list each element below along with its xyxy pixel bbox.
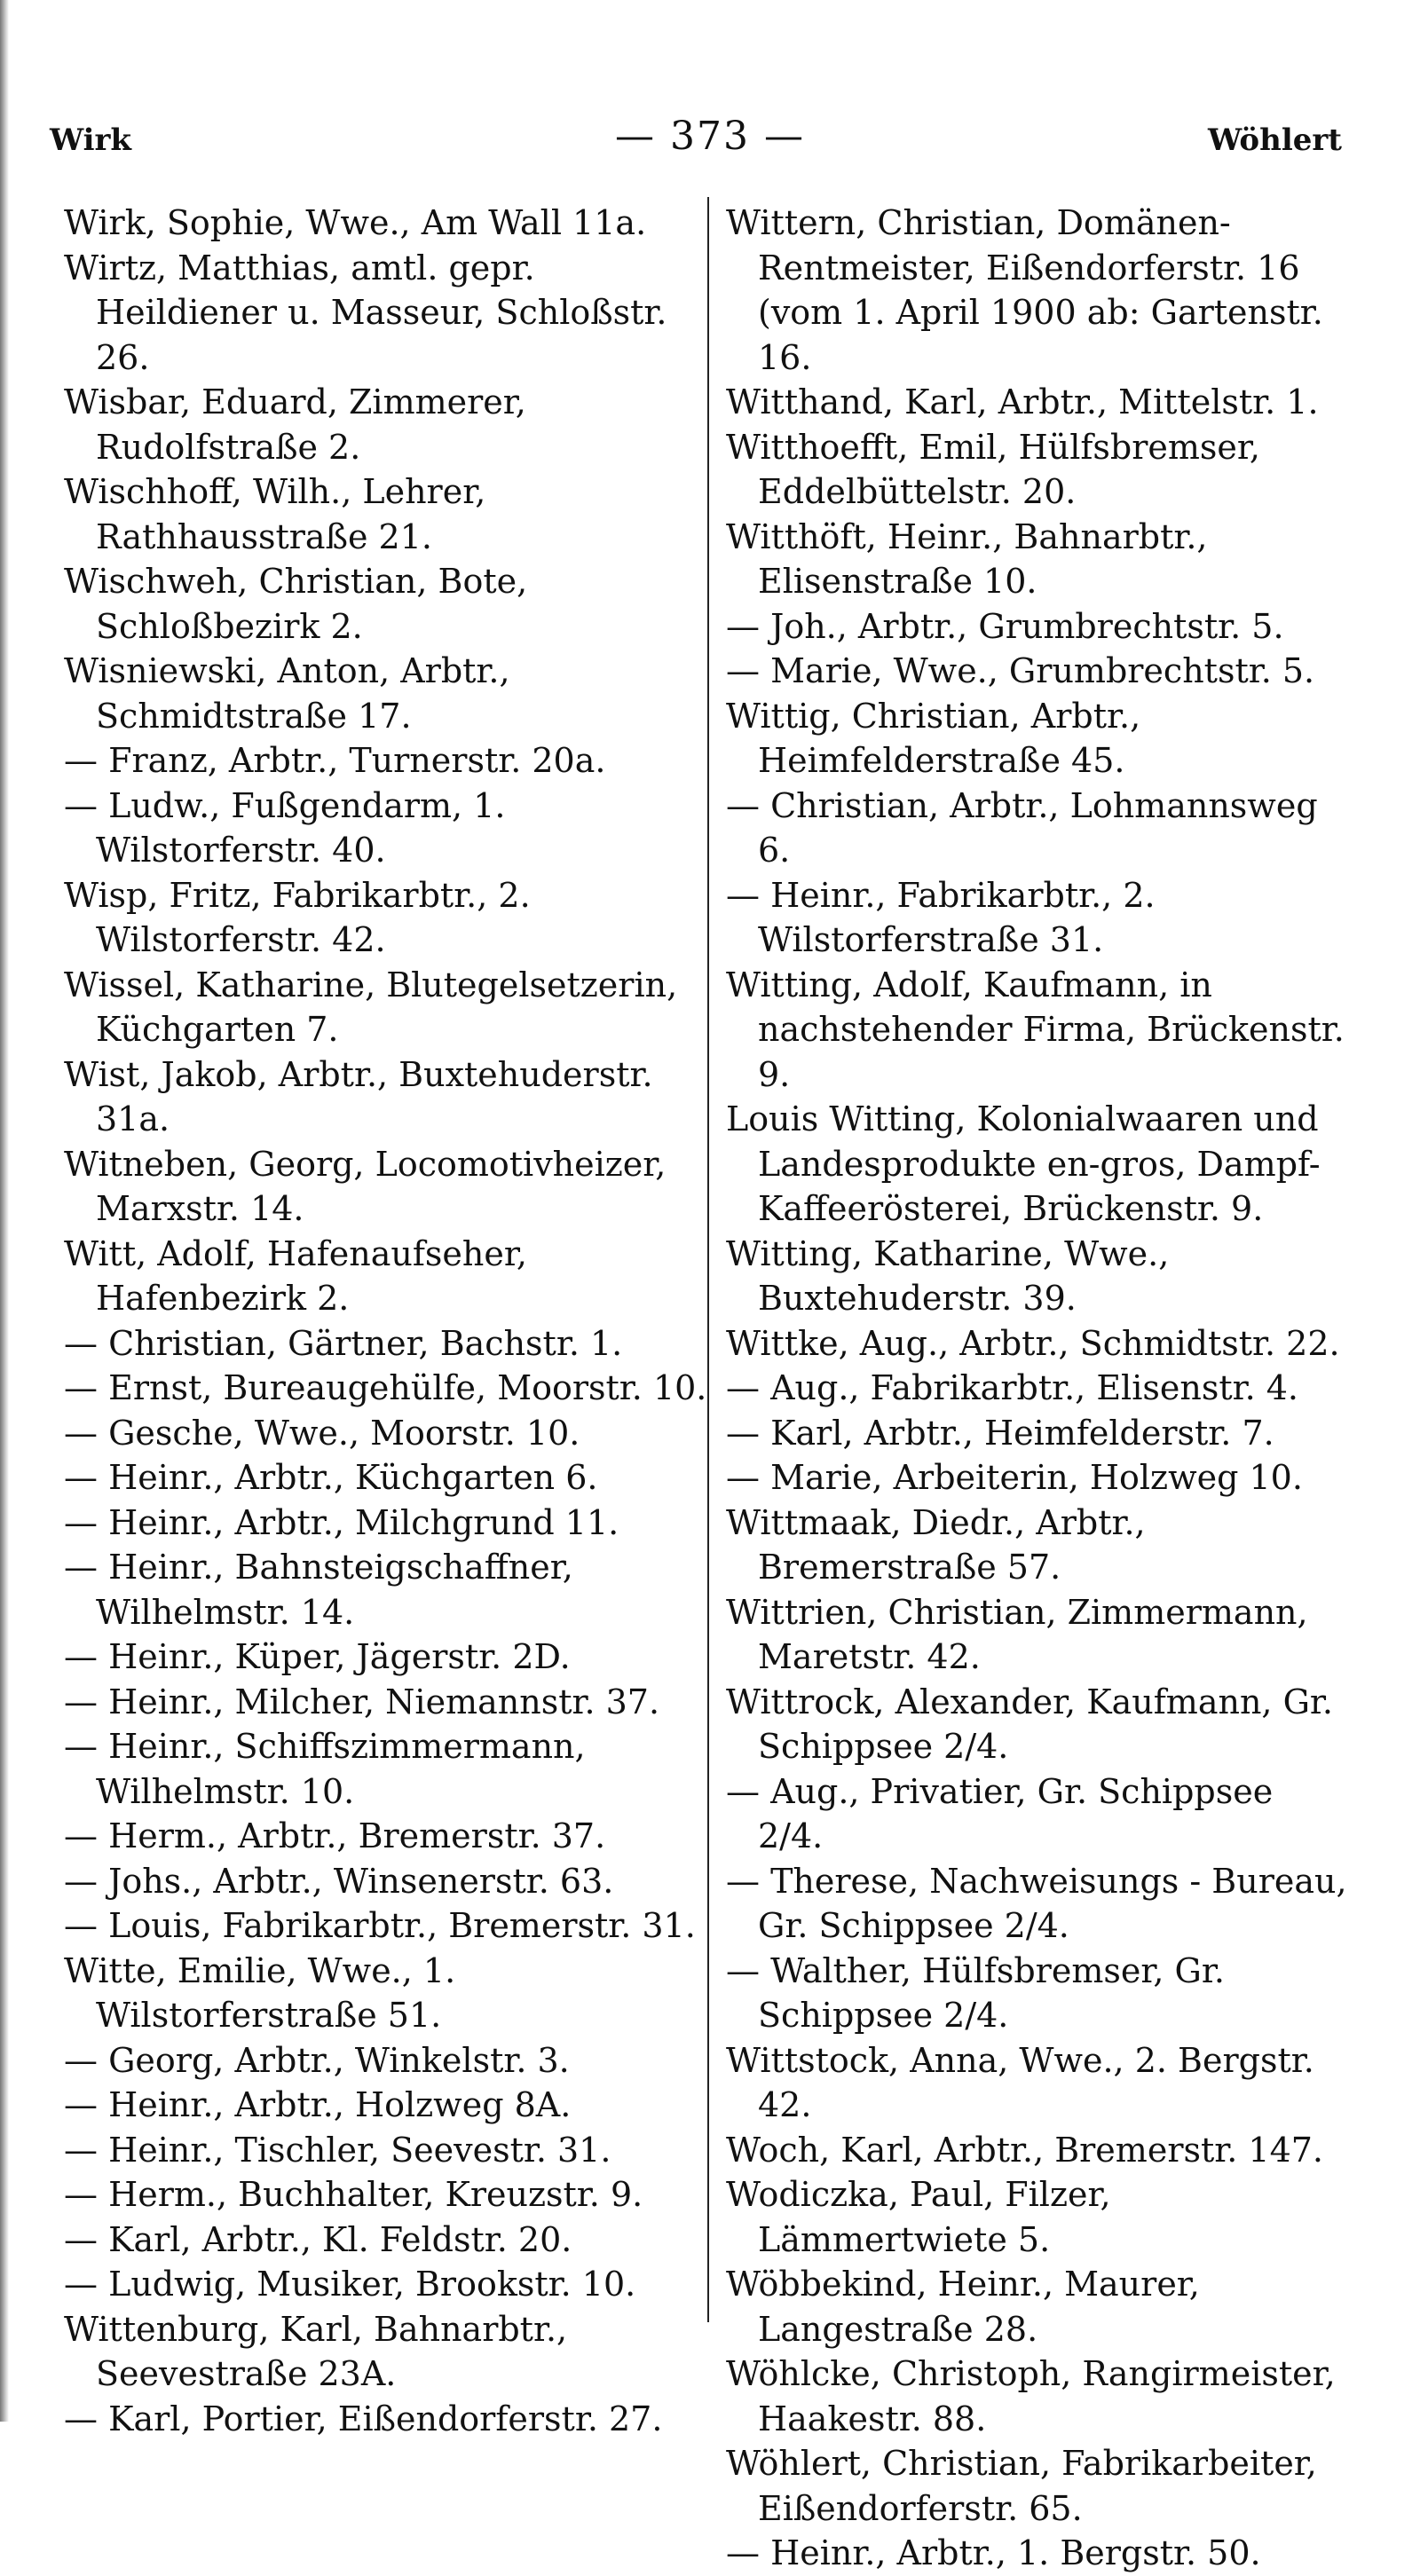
directory-entry: — Aug., Privatier, Gr. Schippsee 2/4. xyxy=(726,1771,1274,1855)
directory-entry: Witting, Katharine, Wwe., Buxtehuderstr. 39. xyxy=(726,1233,1170,1318)
directory-entry: Wittke, Aug., Arbtr., Schmidtstr. 22. xyxy=(726,1323,1340,1363)
directory-entry: Witt, Adolf, Hafenaufseher, Hafenbezirk 2. xyxy=(64,1233,527,1318)
page-edge-shadow xyxy=(0,0,9,2422)
directory-entry: — Heinr., Fabrikarbtr., 2. Wilstorferstraße 31. xyxy=(726,875,1156,959)
directory-entry: — Heinr., Arbtr., Küchgarten 6. xyxy=(64,1458,598,1497)
directory-entry: Wittig, Christian, Arbtr., Heimfelderstraße 45. xyxy=(726,696,1141,780)
directory-entry: Wöhlert, Christian, Fabrikarbeiter, Eißendorferstr. 65. xyxy=(726,2444,1317,2528)
directory-entry: Witthand, Karl, Arbtr., Mittelstr. 1. xyxy=(726,382,1319,421)
directory-entry: — Walther, Hülfsbremser, Gr. Schippsee 2/4. xyxy=(726,1950,1225,2035)
directory-entry: Wist, Jakob, Arbtr., Buxtehuderstr. 31a. xyxy=(64,1054,653,1138)
directory-entry: — Ludw., Fußgendarm, 1. Wilstorferstr. 40. xyxy=(64,785,506,870)
directory-entry: — Franz, Arbtr., Turnerstr. 20a. xyxy=(64,741,606,780)
directory-entry: — Ernst, Bureaugehülfe, Moorstr. 10. xyxy=(64,1368,707,1407)
header-right-keyword: Wöhlert xyxy=(1208,122,1342,158)
directory-entry: Witneben, Georg, Locomotivheizer, Marxstr. 14. xyxy=(64,1144,667,1228)
directory-entry: Wöhlcke, Christoph, Rangirmeister, Haakestr. 88. xyxy=(726,2354,1336,2438)
directory-entry: Wodiczka, Paul, Filzer, Lämmertwiete 5. xyxy=(726,2175,1111,2259)
directory-entry: — Aug., Fabrikarbtr., Elisenstr. 4. xyxy=(726,1368,1298,1407)
directory-entry: — Joh., Arbtr., Grumbrechtstr. 5. xyxy=(726,606,1284,646)
directory-entry: Wittrock, Alexander, Kaufmann, Gr. Schippsee 2/4. xyxy=(726,1682,1333,1766)
directory-entry: — Heinr., Milcher, Niemannstr. 37. xyxy=(64,1682,660,1721)
directory-entry: Wisp, Fritz, Fabrikarbtr., 2. Wilstorferstr. 42. xyxy=(64,875,531,959)
directory-entry: Witthöft, Heinr., Bahnarbtr., Elisenstraße 10. xyxy=(726,516,1208,601)
directory-entry: — Heinr., Küper, Jägerstr. 2D. xyxy=(64,1637,571,1676)
directory-entry: Wisbar, Eduard, Zimmerer, Rudolfstraße 2. xyxy=(64,382,526,467)
directory-entry: Wischweh, Christian, Bote, Schloßbezirk 2. xyxy=(64,562,528,646)
directory-entry: Witte, Emilie, Wwe., 1. Wilstorferstraße 51. xyxy=(64,1950,456,2035)
directory-entry: — Christian, Gärtner, Bachstr. 1. xyxy=(64,1323,623,1363)
directory-entry: — Heinr., Arbtr., 1. Bergstr. 50. xyxy=(726,2533,1261,2572)
directory-entry: Wittmaak, Diedr., Arbtr., Bremerstraße 57. xyxy=(726,1502,1146,1587)
header-left-keyword: Wirk xyxy=(50,122,131,158)
directory-entry: — Christian, Arbtr., Lohmannsweg 6. xyxy=(726,785,1318,870)
directory-entry: — Gesche, Wwe., Moorstr. 10. xyxy=(64,1413,580,1453)
directory-entry: — Ludwig, Musiker, Brookstr. 10. xyxy=(64,2265,636,2304)
page-number: — 373 — xyxy=(615,114,805,159)
column-divider xyxy=(707,197,709,2322)
directory-entry: Witting, Adolf, Kaufmann, in nachstehender Firma, Brückenstr. 9. xyxy=(726,965,1345,1094)
directory-entry: — Karl, Portier, Eißendorferstr. 27. xyxy=(64,2399,663,2438)
directory-entry: — Heinr., Arbtr., Milchgrund 11. xyxy=(64,1502,619,1542)
directory-entry: — Karl, Arbtr., Kl. Feldstr. 20. xyxy=(64,2219,572,2259)
directory-entry: — Therese, Nachweisungs - Bureau, Gr. Schippsee 2/4. xyxy=(726,1861,1347,1945)
directory-entry: Wirtz, Matthias, amtl. gepr. Heildiener u. Masseur, Schloßstr. 26. xyxy=(64,248,667,377)
directory-entry: Wisniewski, Anton, Arbtr., Schmidtstraße 17. xyxy=(64,651,510,736)
directory-entry: — Heinr., Tischler, Seevestr. 31. xyxy=(64,2130,611,2170)
directory-entry: Wittenburg, Karl, Bahnarbtr., Seevestraße 23A. xyxy=(64,2309,568,2393)
directory-entry: Witthoefft, Emil, Hülfsbremser, Eddelbüttelstr. 20. xyxy=(726,427,1260,511)
directory-entry: — Georg, Arbtr., Winkelstr. 3. xyxy=(64,2040,570,2080)
directory-entry: — Johs., Arbtr., Winsenerstr. 63. xyxy=(64,1861,614,1901)
right-column xyxy=(726,201,1347,2576)
left-column xyxy=(64,201,716,2441)
directory-entry: — Marie, Arbeiterin, Holzweg 10. xyxy=(726,1458,1303,1497)
directory-entry: — Heinr., Bahnsteigschaffner, Wilhelmstr. 14. xyxy=(64,1548,573,1632)
directory-entry: Wischhoff, Wilh., Lehrer, Rathhausstraße 21. xyxy=(64,472,486,556)
directory-entry: — Louis, Fabrikarbtr., Bremerstr. 31. xyxy=(64,1906,696,1945)
directory-entry: Wittern, Christian, Domänen-Rentmeister, Eißendorferstr. 16 (vom 1. April 1900 ab: Gartenstr. 16. xyxy=(726,203,1323,377)
directory-entry: Wittstock, Anna, Wwe., 2. Bergstr. 42. xyxy=(726,2040,1314,2124)
directory-entry: — Herm., Buchhalter, Kreuzstr. 9. xyxy=(64,2175,643,2214)
directory-entry: Wöbbekind, Heinr., Maurer, Langestraße 28. xyxy=(726,2265,1200,2349)
directory-entry: Wirk, Sophie, Wwe., Am Wall 11a. xyxy=(64,203,647,242)
directory-entry: — Heinr., Arbtr., Holzweg 8A. xyxy=(64,2085,572,2124)
directory-entry: — Herm., Arbtr., Bremerstr. 37. xyxy=(64,1816,606,1855)
directory-entry: — Karl, Arbtr., Heimfelderstr. 7. xyxy=(726,1413,1274,1453)
directory-entry: — Heinr., Schiffszimmermann, Wilhelmstr. 10. xyxy=(64,1727,586,1811)
directory-entry: Louis Witting, Kolonialwaaren und Landesprodukte en-gros, Dampf-Kaffeerösterei, Brückenstr. 9. xyxy=(726,1099,1321,1228)
directory-entry: Wissel, Katharine, Blutegelsetzerin, Küchgarten 7. xyxy=(64,965,678,1049)
directory-entry: — Marie, Wwe., Grumbrechtstr. 5. xyxy=(726,651,1315,690)
directory-entry: Woch, Karl, Arbtr., Bremerstr. 147. xyxy=(726,2130,1324,2170)
directory-entry: Wittrien, Christian, Zimmermann, Maretstr. 42. xyxy=(726,1592,1308,1676)
